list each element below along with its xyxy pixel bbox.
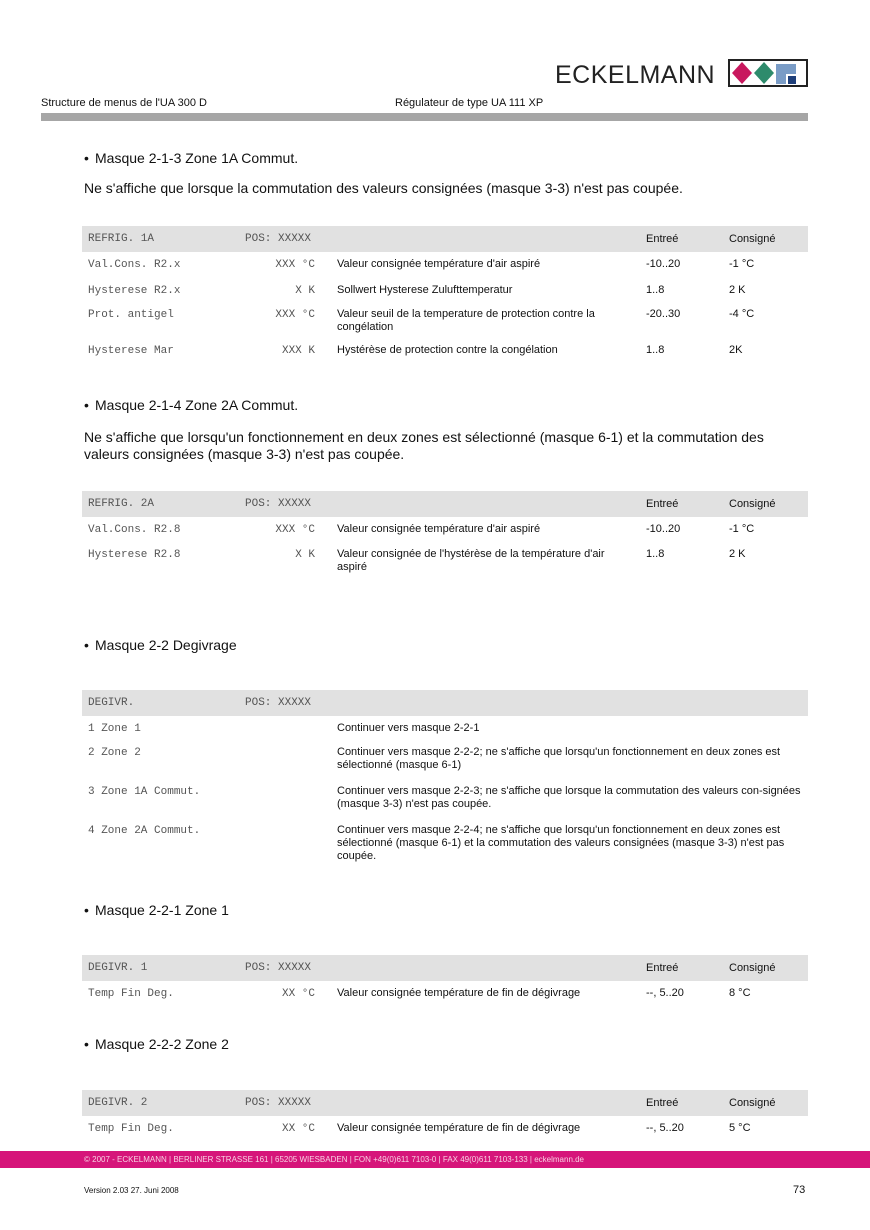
param-format: XXX °C [275,524,315,536]
header-mask: REFRIG. 2A [88,498,155,510]
param-description: Valeur consignée température d'air aspiré [337,258,541,270]
section-title-text: Masque 2-2-2 Zone 2 [95,1036,229,1052]
header-pos: POS: XXXXX [245,962,312,974]
param-default: 2K [729,344,743,356]
brand-logo-icon [728,58,810,88]
param-name: Temp Fin Deg. [88,988,174,1000]
table-row [82,820,808,870]
param-name: Hysterese R2.x [88,285,181,297]
menu-entry: 3 Zone 1A Commut. [88,786,201,798]
table-header [82,491,808,517]
param-default: 2 K [729,548,746,560]
menu-table-refrig-2a [82,491,808,577]
table-row [82,742,808,781]
param-description: Valeur seuil de la temperature de protection contre la congélation [337,308,595,333]
param-description: Valeur consignée de l'hystérèse de la température d'air aspiré [337,548,605,573]
table-row [82,981,808,1007]
menu-entry-description: Continuer vers masque 2-2-2; ne s'affiche que lorsqu'un fonctionnement en deux zones est sélectionné (masque 6-1) [337,746,781,771]
param-range: --, 5..20 [646,1122,684,1134]
page-number: 73 [793,1184,806,1196]
section-description: Ne s'affiche que lorsqu'un fonctionnement en deux zones est sélectionné (masque 6-1) et la commutation des valeurs consignées (masque 3-3) n'est pas coupée. [84,429,764,462]
param-description: Valeur consignée température de fin de dégivrage [337,987,581,999]
section-title-text: Masque 2-2 Degivrage [95,637,237,653]
table-header [82,690,808,716]
header-mask: DEGIVR. 1 [88,962,148,974]
table-row [82,303,808,341]
param-description: Sollwert Hysterese Zulufttemperatur [337,284,513,296]
param-default: -1 °C [729,258,755,270]
menu-entry: 4 Zone 2A Commut. [88,825,201,837]
section-title-text: Masque 2-1-3 Zone 1A Commut. [95,150,299,166]
table-row [82,1116,808,1142]
section-title: • Masque 2-1-3 Zone 1A Commut. [84,150,299,166]
param-range: -10..20 [646,523,681,535]
param-format: X K [295,285,315,297]
header-mask: REFRIG. 1A [88,233,155,245]
table-row [82,543,808,577]
param-default: 8 °C [729,987,751,999]
param-name: Hysterese R2.8 [88,549,181,561]
header-default: Consigné [729,233,776,245]
table-row [82,341,808,365]
header-mask: DEGIVR. 2 [88,1097,148,1109]
section-title: • Masque 2-2 Degivrage [84,637,237,653]
header-range: Entreé [646,233,679,245]
param-range: 1..8 [646,344,665,356]
header-pos: POS: XXXXX [245,498,312,510]
header-divider [41,113,808,121]
menu-entry: 1 Zone 1 [88,723,141,735]
param-default: -4 °C [729,308,755,320]
param-name: Temp Fin Deg. [88,1123,174,1135]
header-doc-title: Structure de menus de l'UA 300 D [41,97,207,109]
param-description: Valeur consignée température de fin de dégivrage [337,1122,581,1134]
param-name: Prot. antigel [88,309,174,321]
table-row [82,252,808,278]
section-title: • Masque 2-1-4 Zone 2A Commut. [84,397,299,413]
header-default: Consigné [729,962,776,974]
table-row [82,278,808,303]
section-title: • Masque 2-2-2 Zone 2 [84,1036,229,1052]
param-format: XXX °C [275,259,315,271]
param-range: 1..8 [646,284,665,296]
header-pos: POS: XXXXX [245,1097,312,1109]
menu-entry-description: Continuer vers masque 2-2-1 [337,722,480,734]
brand-logo-text: ECKELMANN [555,61,716,89]
table-row [82,517,808,543]
param-name: Hysterese Mar [88,345,174,357]
table-header [82,1090,808,1116]
param-format: XX °C [281,988,315,1000]
section-description: Ne s'affiche que lorsque la commutation des valeurs consignées (masque 3-3) n'est pas coupée. [84,180,683,196]
param-description: Valeur consignée température d'air aspiré [337,523,541,535]
table-header [82,226,808,252]
menu-table-degivr-1 [82,955,808,1007]
header-pos: POS: XXXXX [245,697,312,709]
footer-version: Version 2.03 27. Juni 2008 [84,1186,179,1195]
section-title-text: Masque 2-2-1 Zone 1 [95,902,229,918]
param-default: -1 °C [729,523,755,535]
menu-entry-description: Continuer vers masque 2-2-4; ne s'affiche que lorsqu'un fonctionnement en deux zones est sélectionné (masque 6-1) et la commutation des valeurs consignées (masque 3-3) n'est pas coupée. [337,824,785,862]
header-range: Entreé [646,962,679,974]
param-description: Hystérèse de protection contre la congélation [337,344,558,356]
footer-contact: © 2007 - ECKELMANN | BERLINER STRASSE 161 | 65205 WIESBADEN | FON +49(0)611 7103-0 | FAX 49(0)611 7103-133 | eckelmann.de [84,1155,585,1164]
param-default: 2 K [729,284,746,296]
param-range: 1..8 [646,548,665,560]
menu-entry: 2 Zone 2 [88,747,141,759]
param-range: --, 5..20 [646,987,684,999]
header-regulator-type: Régulateur de type UA 111 XP [395,97,544,109]
param-format: X K [295,549,315,561]
menu-table-refrig-1a [82,226,808,365]
table-row [82,716,808,742]
menu-table-degivr-2 [82,1090,808,1142]
param-name: Val.Cons. R2.8 [88,524,181,536]
param-format: XX °C [281,1123,315,1135]
header-mask: DEGIVR. [88,697,135,709]
param-range: -20..30 [646,308,681,320]
param-format: XXX °C [275,309,315,321]
param-default: 5 °C [729,1122,751,1134]
table-row [82,781,808,820]
header-default: Consigné [729,498,776,510]
param-format: XXX K [281,345,315,357]
menu-entry-description: Continuer vers masque 2-2-3; ne s'affiche que lorsque la commutation des valeurs con-signées (masque 3-3) n'est pas coupée. [337,785,801,810]
header-pos: POS: XXXXX [245,233,312,245]
header-range: Entreé [646,1097,679,1109]
param-name: Val.Cons. R2.x [88,259,181,271]
section-title-text: Masque 2-1-4 Zone 2A Commut. [95,397,299,413]
menu-table-degivr [82,690,808,870]
header-range: Entreé [646,498,679,510]
table-header [82,955,808,981]
section-title: • Masque 2-2-1 Zone 1 [84,902,229,918]
param-range: -10..20 [646,258,681,270]
header-default: Consigné [729,1097,776,1109]
